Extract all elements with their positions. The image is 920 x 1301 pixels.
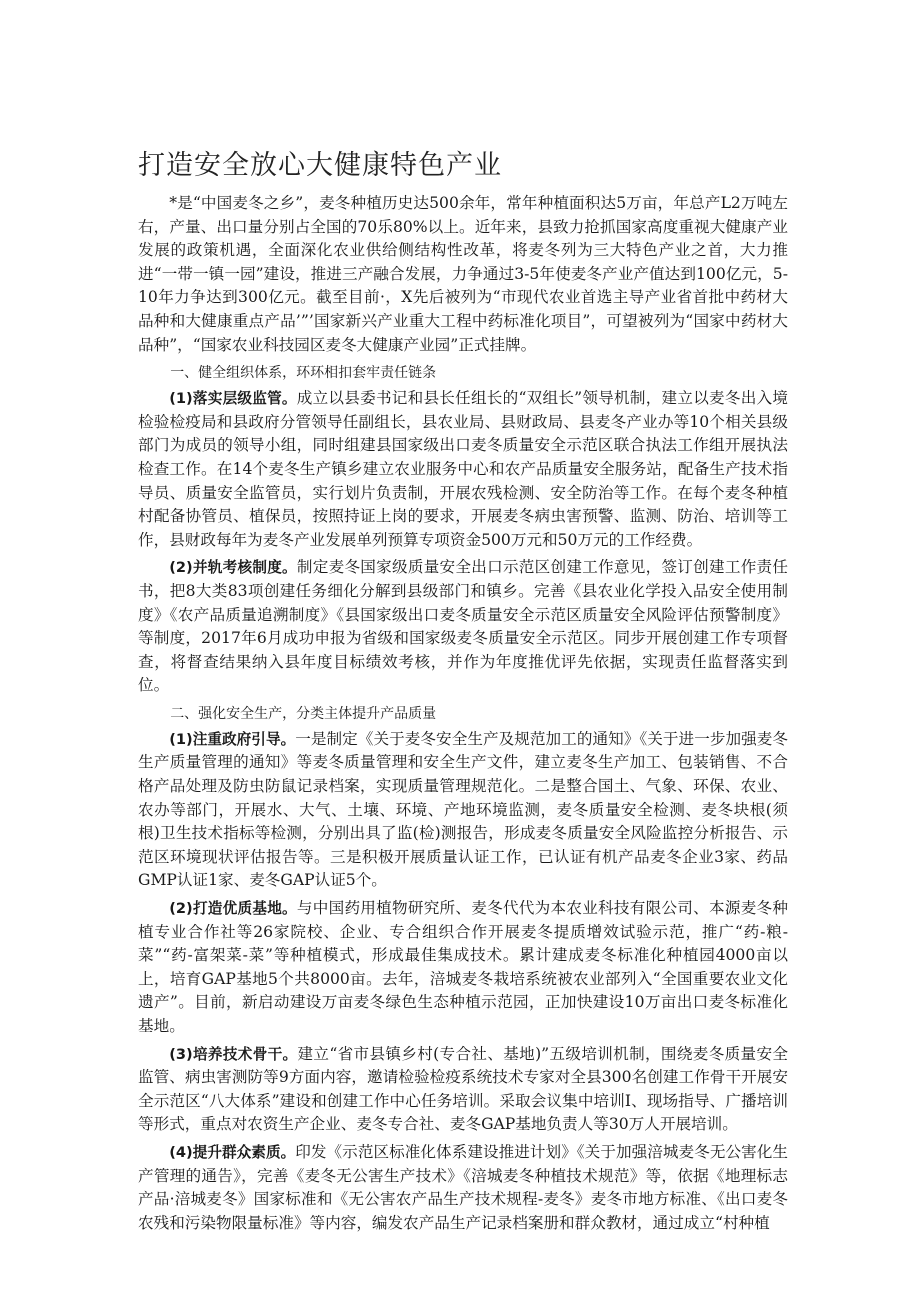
paragraph-text: 成立以县委书记和县长任组长的“双组长”领导机制，建立以麦冬出入境检验检疫局和县政府分管领导任副组长，县农业局、县财政局、县麦冬产业办等10个相关县级部门为成员的领导小组，同时组建县国家级出口麦冬质量安全示范区联合执法工作组开展执法检查工作。在14个麦冬生产镇乡建立农业服务中心和农产品质量安全服务站，配备生产技术指导员、质量安全监管员，实行划片负责制，开展农残检测、安全防治等工作。在每个麦冬种植村配备协管员、植保员，按照持证上岗的要求，开展麦冬病虫害预警、监测、防治、培训等工作，县财政每年为麦冬产业发展单列预算专项资金500万元和50万元的工作经费。 [138, 389, 788, 549]
document-body [138, 192, 788, 1235]
paragraph-text: 印发《示范区标准化体系建设推进计划》《关于加强涪城麦冬无公害化生产管理的通告》，完善《麦冬无公害生产技术》《涪城麦冬种植技术规范》等，依据《地理标志产品·涪城麦冬》国家标准和《无公害农产品生产技术规程-麦冬》麦冬市地方标准、《出口麦冬农残和污染物限量标准》等内容，编发农产品生产记录档案册和群众教材，通过成立“村种植 [138, 1142, 789, 1232]
page-title: 打造安全放心大健康特色产业 [138, 150, 502, 181]
paragraph-text: 制定麦冬国家级质量安全出口示范区创建工作意见，签订创建工作责任书，把8大类83项创建任务细化分解到县级部门和镇乡。完善《县农业化学投入品安全使用制度》《农产品质量追溯制度》《县国家级出口麦冬质量安全示范区质量安全风险评估预警制度》等制度，2017年6月成功申报为省级和国家级麦冬质量安全示范区。同步开展创建工作专项督查，将督查结果纳入县年度目标绩效考核，并作为年度推优评先依据，实现责任监督落实到位。 [138, 558, 788, 695]
intro-paragraph: *是“中国麦冬之乡”，麦冬种植历史达500余年，常年种植面积达5万亩，年总产L2万吨左右，产量、出口量分别占全国的70乐80%以上。近年来，县致力抢抓国家高度重视大健康产业发展的政策机遇，全面深化农业供给侧结构性改革，将麦冬列为三大特色产业之首，大力推进“一带一镇一园”建设，推进三产融合发展，力争通过3-5年使麦冬产业产值达到100亿元，5-10年力争达到300亿元。截至目前·，X先后被列为“市现代农业首选主导产业省首批中药材大品种和大健康重点产品’”’国家新兴产业重大工程中药标准化项目”，可望被列为“国家中药材大品种”，“国家农业科技园区麦冬大健康产业园”正式挂牌。 [138, 194, 788, 354]
section-heading: 一、健全组织体系，环环相扣套牢责任链条 [170, 365, 437, 382]
paragraph-lead: (3)培养技术骨干。 [169, 1045, 298, 1063]
paragraph-text: 建立“省市县镇乡村(专合社、基地)”五级培训机制，围绕麦冬质量安全监管、病虫害测防等9方面内容，邀请检验检疫系统技术专家对全县300名创建工作骨干开展安全示范区“八大体系”建设和创建工作中心任务培训。采取会议集中培训I、现场指导、广播培训等形式，重点对农资生产企业、麦冬专合社、麦冬GAP基地负责人等30万人开展培训。 [138, 1044, 788, 1134]
body-paragraph [138, 556, 788, 698]
paragraph-text: 与中国药用植物研究所、麦冬代代为本农业科技有限公司、本源麦冬种植专业合作社等26家院校、企业、专合组织合作开展麦冬提质增效试验示范，推广“药-粮-菜”“药-富架菜-菜”等种植模式，形成最佳集成技术。累计建成麦冬标准化种植园4000亩以上，培育GAP基地5个共8000亩。去年，涪城麦冬栽培系统被农业部列入“全国重要农业文化遗产”。目前，新启动建设万亩麦冬绿色生态种植示范园，正加快建设10万亩出口麦冬标准化基地。 [138, 899, 788, 1035]
paragraph-lead: (1)注重政府引导。 [169, 730, 296, 748]
body-paragraph [138, 1141, 788, 1235]
body-paragraph [138, 728, 788, 893]
paragraph-text: 一是制定《关于麦冬安全生产及规范加工的通知》《关于进一步加强麦冬生产质量管理的通知》等麦冬质量管理和安全生产文件，建立麦冬生产加工、包装销售、不合格产品处理及防虫防鼠记录档案，实现质量管理规范化。二是整合国土、气象、环保、农业、农办等部门，开展水、大气、土壤、环境、产地环境监测，麦冬质量安全检测、麦冬块根(须根)卫生技术指标等检测，分别出具了监(检)测报告，形成麦冬质量安全风险监控分析报告、示范区环境现状评估报告等。三是积极开展质量认证工作，已认证有机产品麦冬企业3家、药品GMP认证1家、麦冬GAP认证5个。 [138, 729, 789, 890]
paragraph-lead: (4)提升群众素质。 [169, 1143, 296, 1161]
section-heading: 二、强化安全生产，分类主体提升产品质量 [170, 705, 437, 722]
body-paragraph [138, 897, 788, 1039]
paragraph-lead: (1)落实层级监管。 [169, 390, 297, 408]
paragraph-lead: (2)打造优质基地。 [169, 900, 297, 918]
body-paragraph [138, 387, 788, 552]
body-paragraph [138, 1043, 788, 1137]
paragraph-lead: (2)并轨考核制度。 [169, 559, 297, 577]
